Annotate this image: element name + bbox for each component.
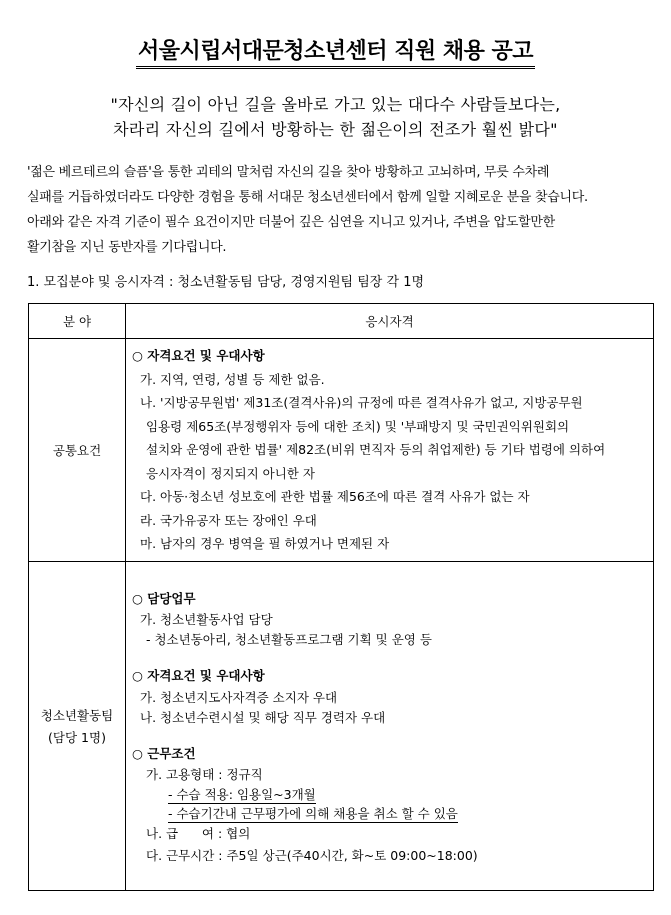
common-item-c: 다. 아동·청소년 성보호에 관한 법률 제56조에 따른 결격 사유가 없는 자	[140, 489, 530, 505]
work-item-c: 다. 근무시간 : 주5일 상근(주40시간, 화~토 09:00~18:00)	[146, 848, 478, 864]
common-item-b-line2: 임용령 제65조(부정행위자 등에 대한 조치) 및 '부패방지 및 국민권익위원회의	[146, 418, 570, 434]
common-item-d: 라. 국가유공자 또는 장애인 우대	[140, 512, 317, 528]
intro-p1-line1: '젊은 베르테르의 슬픔'을 통한 괴테의 말처럼 자신의 길을 찾아 방황하고 고뇌하며, 무릇 수차례	[27, 165, 550, 180]
row-content-common	[126, 339, 654, 562]
qual-item-a: 가. 청소년지도사자격증 소지자 우대	[140, 689, 338, 705]
qual-item-b: 나. 청소년수련시설 및 해당 직무 경력자 우대	[140, 709, 386, 725]
header-qualification: 응시자격	[126, 304, 654, 339]
duty-item-a: 가. 청소년활동사업 담당	[140, 612, 273, 628]
intro-p2-line1: 아래와 같은 자격 기준이 필수 요건이지만 더불어 깊은 심연을 지니고 있거나, 주변을 압도할만한	[27, 215, 555, 230]
duty-item-a-sub: - 청소년동아리, 청소년활동프로그램 기획 및 운영 등	[146, 632, 432, 648]
work-section-title: ○ 근무조건	[132, 745, 196, 761]
duty-section-title: ○ 담당업무	[132, 590, 196, 606]
youth-activity-count: (담당 1명)	[48, 730, 106, 745]
quote-line-2: 차라리 자신의 길에서 방황하는 한 젊은이의 전조가 훨씬 밝다"	[113, 120, 558, 139]
common-item-a: 가. 지역, 연령, 성별 등 제한 없음.	[140, 371, 325, 387]
youth-activity-label: 청소년활동팀	[40, 708, 114, 723]
common-section-title: ○ 자격요건 및 우대사항	[132, 348, 265, 364]
common-item-b-line4: 응시자격이 정지되지 아니한 자	[146, 465, 315, 481]
page-title: 서울시립서대문청소년센터 직원 채용 공고	[0, 34, 671, 65]
intro-paragraph-2	[27, 210, 651, 260]
intro-p2-line2: 활기참을 지닌 동반자를 기다립니다.	[27, 240, 227, 255]
qual-section-title: ○ 자격요건 및 우대사항	[132, 668, 265, 684]
quote-line-1: "자신의 길이 아닌 길을 올바로 가고 있는 대다수 사람들보다는,	[110, 95, 561, 114]
intro-paragraph-1	[27, 160, 651, 210]
work-item-a-sub1: - 수습 적용: 임용일~3개월	[168, 787, 316, 803]
table-row-youth-activity	[29, 562, 654, 891]
intro-p1-line2: 실패를 거듭하였더라도 다양한 경험을 통해 서대문 청소년센터에서 함께 일할 지혜로운 분을 찾습니다.	[27, 190, 588, 205]
common-item-e: 마. 남자의 경우 병역을 필 하였거나 면제된 자	[140, 536, 390, 552]
qualification-table	[28, 303, 654, 891]
section1-heading: 1. 모집분야 및 응시자격 : 청소년활동팀 담당, 경영지원팀 팀장 각 1명	[27, 275, 425, 290]
common-item-b-line1: 나. '지방공무원법' 제31조(결격사유)의 규정에 따른 결격사유가 없고, 지방공무원	[140, 395, 583, 411]
work-item-a-sub2: - 수습기간내 근무평가에 의해 채용을 취소 할 수 있음	[168, 806, 458, 822]
work-item-a: 가. 고용형태 : 정규직	[146, 767, 263, 783]
row-content-youth-activity	[126, 562, 654, 891]
work-item-b: 나. 급 여 : 협의	[146, 826, 251, 842]
row-label-youth-activity	[29, 562, 126, 891]
table-row-common	[29, 339, 654, 562]
row-label-common: 공통요건	[29, 339, 126, 562]
common-item-b-line3: 설치와 운영에 관한 법률' 제82조(비위 면직자 등의 취업제한) 등 기타 법령에 의하여	[146, 442, 606, 458]
table-header-row	[29, 304, 654, 339]
header-field: 분 야	[29, 304, 126, 339]
